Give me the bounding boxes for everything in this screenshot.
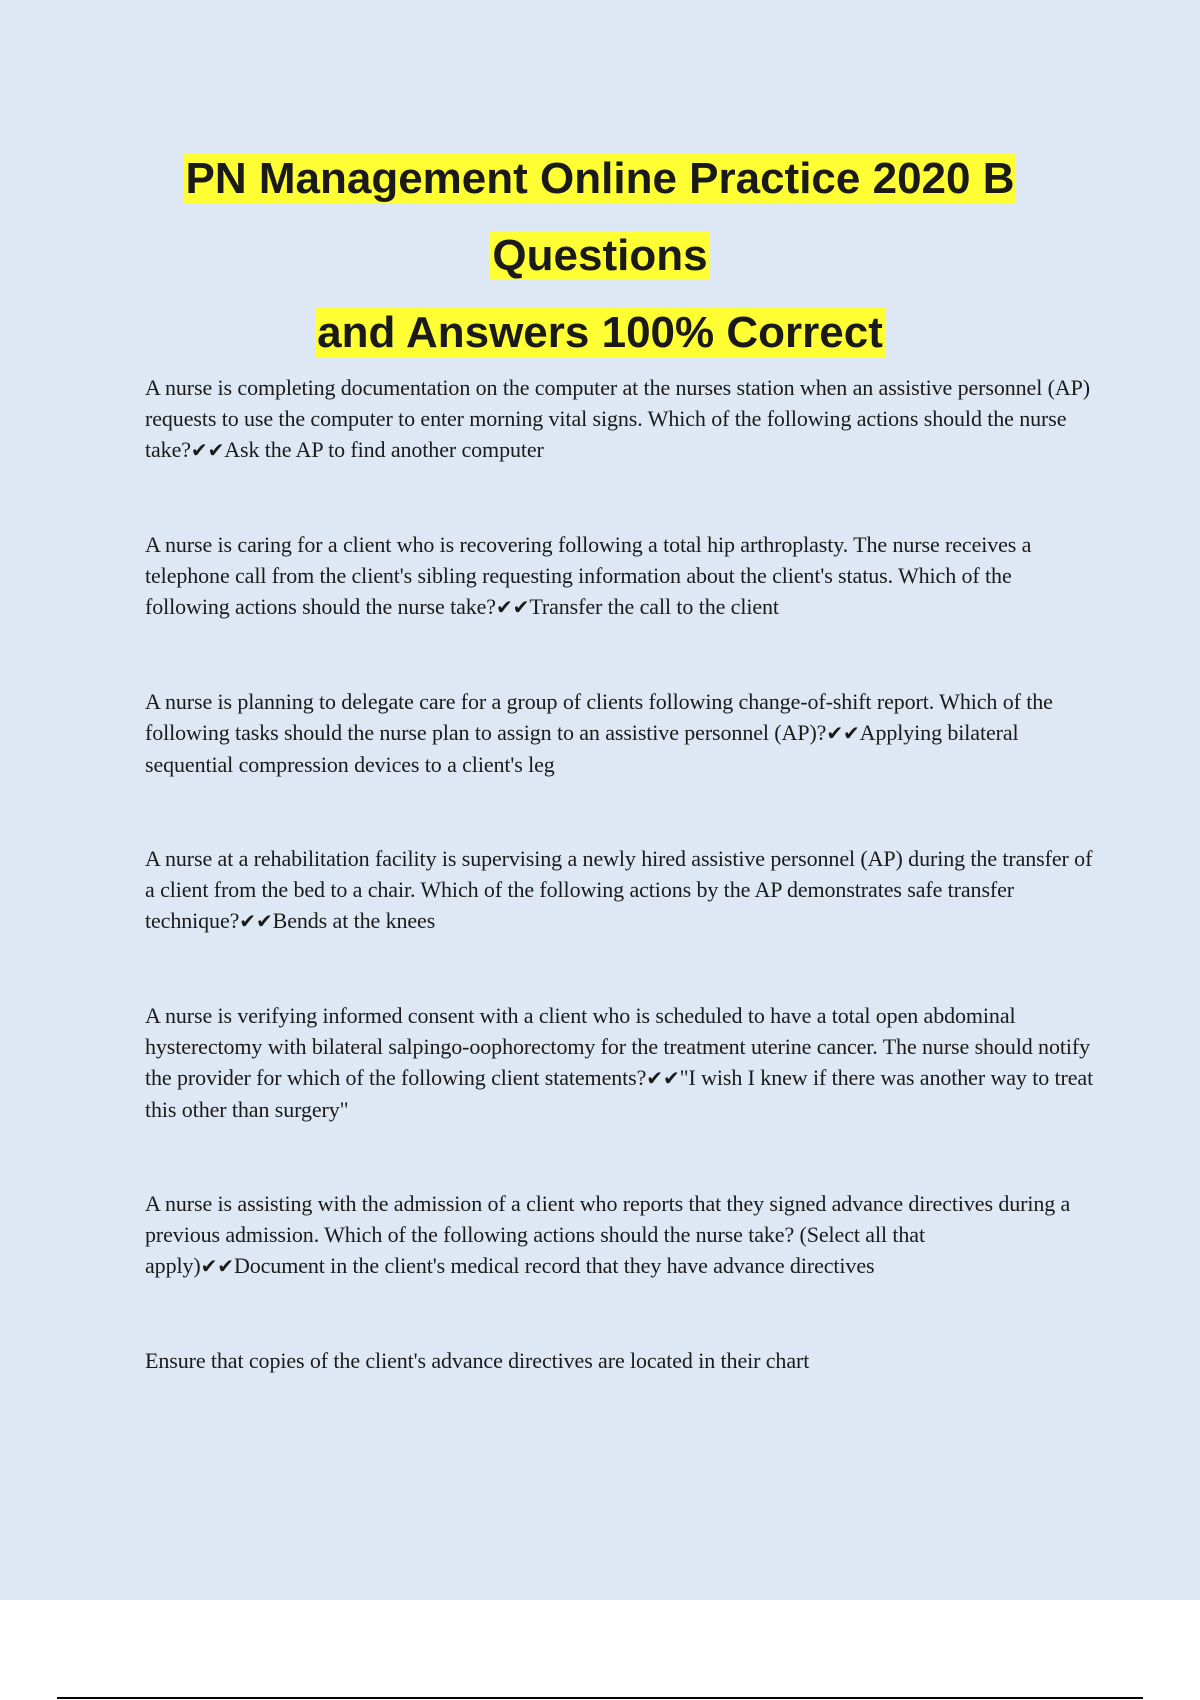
question-text: A nurse at a rehabilitation facility is supervising a newly hired assistive personnel (AP) during the transfer of a client from the bed to a chair. Which of the following actions by the AP demonstrates safe transfer technique? bbox=[145, 846, 1093, 933]
document-title bbox=[0, 140, 1200, 371]
qa-item-1 bbox=[145, 372, 1095, 466]
question-text: A nurse is planning to delegate care for a group of clients following change-of-shift report. Which of the following tasks should the nurse plan to assign to an assistive personnel (AP)? bbox=[145, 689, 1053, 745]
qa-item-2 bbox=[145, 529, 1095, 623]
qa-item-4 bbox=[145, 843, 1095, 937]
qa-item-6 bbox=[145, 1188, 1095, 1282]
check-mark-icon: ✔✔ bbox=[495, 595, 530, 619]
answer-text: Applying bilateral sequential compression devices to a client's leg bbox=[145, 720, 1019, 777]
answer-text: Document in the client's medical record that they have advance directives bbox=[233, 1253, 875, 1278]
answer-text: Transfer the call to the client bbox=[529, 594, 779, 619]
qa-continuation: Ensure that copies of the client's advance directives are located in their chart bbox=[145, 1348, 810, 1373]
title-line-2: Questions bbox=[492, 231, 708, 280]
question-text: A nurse is completing documentation on the computer at the nurses station when an assistive personnel (AP) requests to use the computer to enter morning vital signs. Which of the following actions should the nurse take? bbox=[145, 375, 1090, 462]
check-mark-icon: ✔✔ bbox=[190, 438, 225, 462]
answer-text: Bends at the knees bbox=[272, 908, 436, 933]
check-mark-icon: ✔✔ bbox=[826, 721, 860, 745]
qa-list bbox=[145, 372, 1095, 1439]
question-text: A nurse is verifying informed consent with a client who is scheduled to have a total open abdominal hysterectomy with bilateral salpingo-oophorectomy for the treatment uterine cancer. The nurse should notify the provider for which of the following client statements? bbox=[145, 1003, 1090, 1090]
answer-text: "I wish I knew if there was another way to treat this other than surgery" bbox=[145, 1065, 1094, 1122]
answer-text: Ask the AP to find another computer bbox=[224, 437, 544, 462]
question-text: A nurse is caring for a client who is recovering following a total hip arthroplasty. The nurse receives a telephone call from the client's sibling requesting information about the client's status. Which of the following actions should the nurse take? bbox=[145, 532, 1032, 619]
footer-divider bbox=[57, 1697, 1143, 1699]
title-line-3: and Answers 100% Correct bbox=[317, 308, 883, 357]
qa-item-3 bbox=[145, 686, 1095, 780]
title-line-1: PN Management Online Practice 2020 B bbox=[185, 154, 1015, 203]
check-mark-icon: ✔✔ bbox=[239, 909, 273, 933]
check-mark-icon: ✔✔ bbox=[200, 1254, 234, 1278]
question-text: A nurse is assisting with the admission of a client who reports that they signed advance directives during a previous admission. Which of the following actions should the nurse take? (Select all that apply) bbox=[145, 1191, 1071, 1278]
qa-item-5 bbox=[145, 1000, 1095, 1125]
check-mark-icon: ✔✔ bbox=[646, 1066, 680, 1090]
